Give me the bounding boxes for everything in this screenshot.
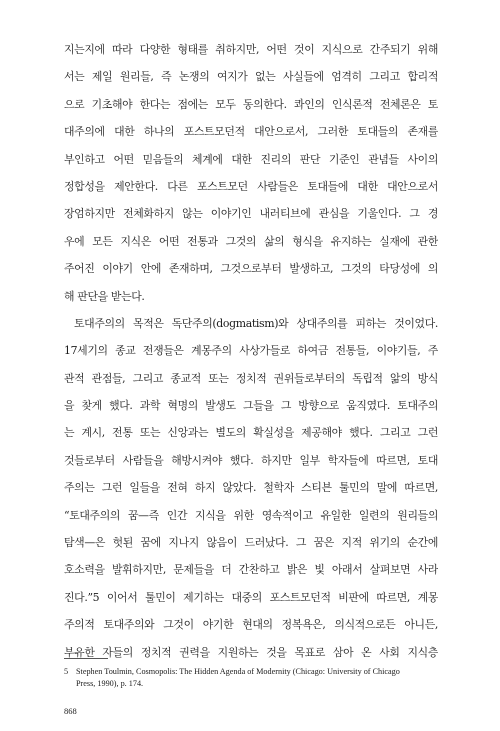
text-line: 진다.”5 이어서 툴민이 제기하는 대중의 포스트모던적 비판에 따르면, 계몽 [64, 590, 438, 604]
footnote-divider [64, 658, 108, 659]
text-line: 대주의에 대한 하나의 포스트모던적 대안으로서, 그러한 토대들의 존재를 [64, 125, 438, 139]
text-line: 는 계시, 전통 또는 신앙과는 별도의 확실성을 제공해야 했다. 그리고 그런 [64, 426, 438, 440]
text-line: 장엄하지만 전체화하지 않는 이야기인 내러티브에 관심을 기울인다. 그 경 [64, 207, 438, 221]
text-line: 주어진 이야기 안에 존재하며, 그것으로부터 발생하고, 그것의 타당성에 의 [64, 262, 438, 276]
text-line: “토대주의의 꿈—즉 인간 지식을 위한 영속적이고 유일한 일련의 원리들의 [64, 508, 438, 522]
text-line: 토대주의의 목적은 독단주의(dogmatism)와 상대주의를 피하는 것이었다. [74, 316, 438, 330]
text-line: 해 판단을 받는다. [64, 289, 145, 303]
text-line: 부유한 자들의 정치적 권력을 지원하는 것을 목표로 삼아 온 사회 지식층 [64, 645, 438, 659]
text-line: 주의는 그런 일들을 전혀 하지 않았다. 철학자 스티븐 툴민의 말에 따르면, [64, 481, 438, 495]
text-line: 호소력을 발휘하지만, 문제들을 더 간찬하고 밝은 빛 아래서 살펴보면 사라 [64, 563, 438, 577]
text-line: 정합성을 제안한다. 다른 포스트모던 사람들은 토대들에 대한 대안으로서 [64, 179, 438, 193]
text-line: 탐색—은 헛된 꿈에 지나지 않음이 드러났다. 그 꿈은 지적 위기의 순간에 [64, 536, 438, 550]
text-line: 관적 관점들, 그리고 종교적 또는 정치적 권위들로부터의 독립적 앎의 방식 [64, 371, 438, 385]
footnote-number: 5 [64, 667, 69, 676]
body-text [64, 36, 438, 666]
text-line: 지는지에 따라 다양한 형태를 취하지만, 어떤 것이 지식으로 간주되기 위해 [64, 43, 438, 56]
text-line: 우에 모든 지식은 어떤 전통과 그것의 삶의 형식을 유지하는 실재에 관한 [64, 234, 438, 248]
text-line: 것들로부터 사람들을 해방시켜야 했다. 하지만 일부 학자들에 따르면, 토대 [64, 453, 438, 467]
footnote [64, 666, 438, 690]
text-line: 을 찾게 했다. 과학 혁명의 발생도 그들을 그 방향으로 움직였다. 토대주의 [64, 399, 438, 413]
text-line: 주의적 토대주의와 그것이 야기한 현대의 정복욕은, 의식적으로든 아니든, [64, 618, 438, 632]
text-line: 서는 제일 원리들, 즉 논쟁의 여지가 없는 사실들에 엄격히 그리고 합리적 [64, 70, 438, 84]
text-line: 17세기의 종교 전쟁들은 계몽주의 사상가들로 하여금 전통들, 이야기들, 주 [64, 344, 438, 358]
text-line: 으로 기초해야 한다는 점에는 모두 동의한다. 콰인의 인식론적 전체론은 토 [64, 97, 438, 111]
text-line: 부인하고 어떤 믿음들의 체계에 대한 진리의 판단 기준인 관념들 사이의 [64, 152, 438, 166]
footnote-line: Press, 1990), p. 174. [76, 679, 144, 688]
footnote-text: Stephen Toulmin, Cosmopolis: The Hidden Agenda of Modernity (Chicago: University of Chicago [76, 667, 400, 676]
page-number: 868 [64, 706, 77, 716]
footnote-line [64, 666, 438, 678]
